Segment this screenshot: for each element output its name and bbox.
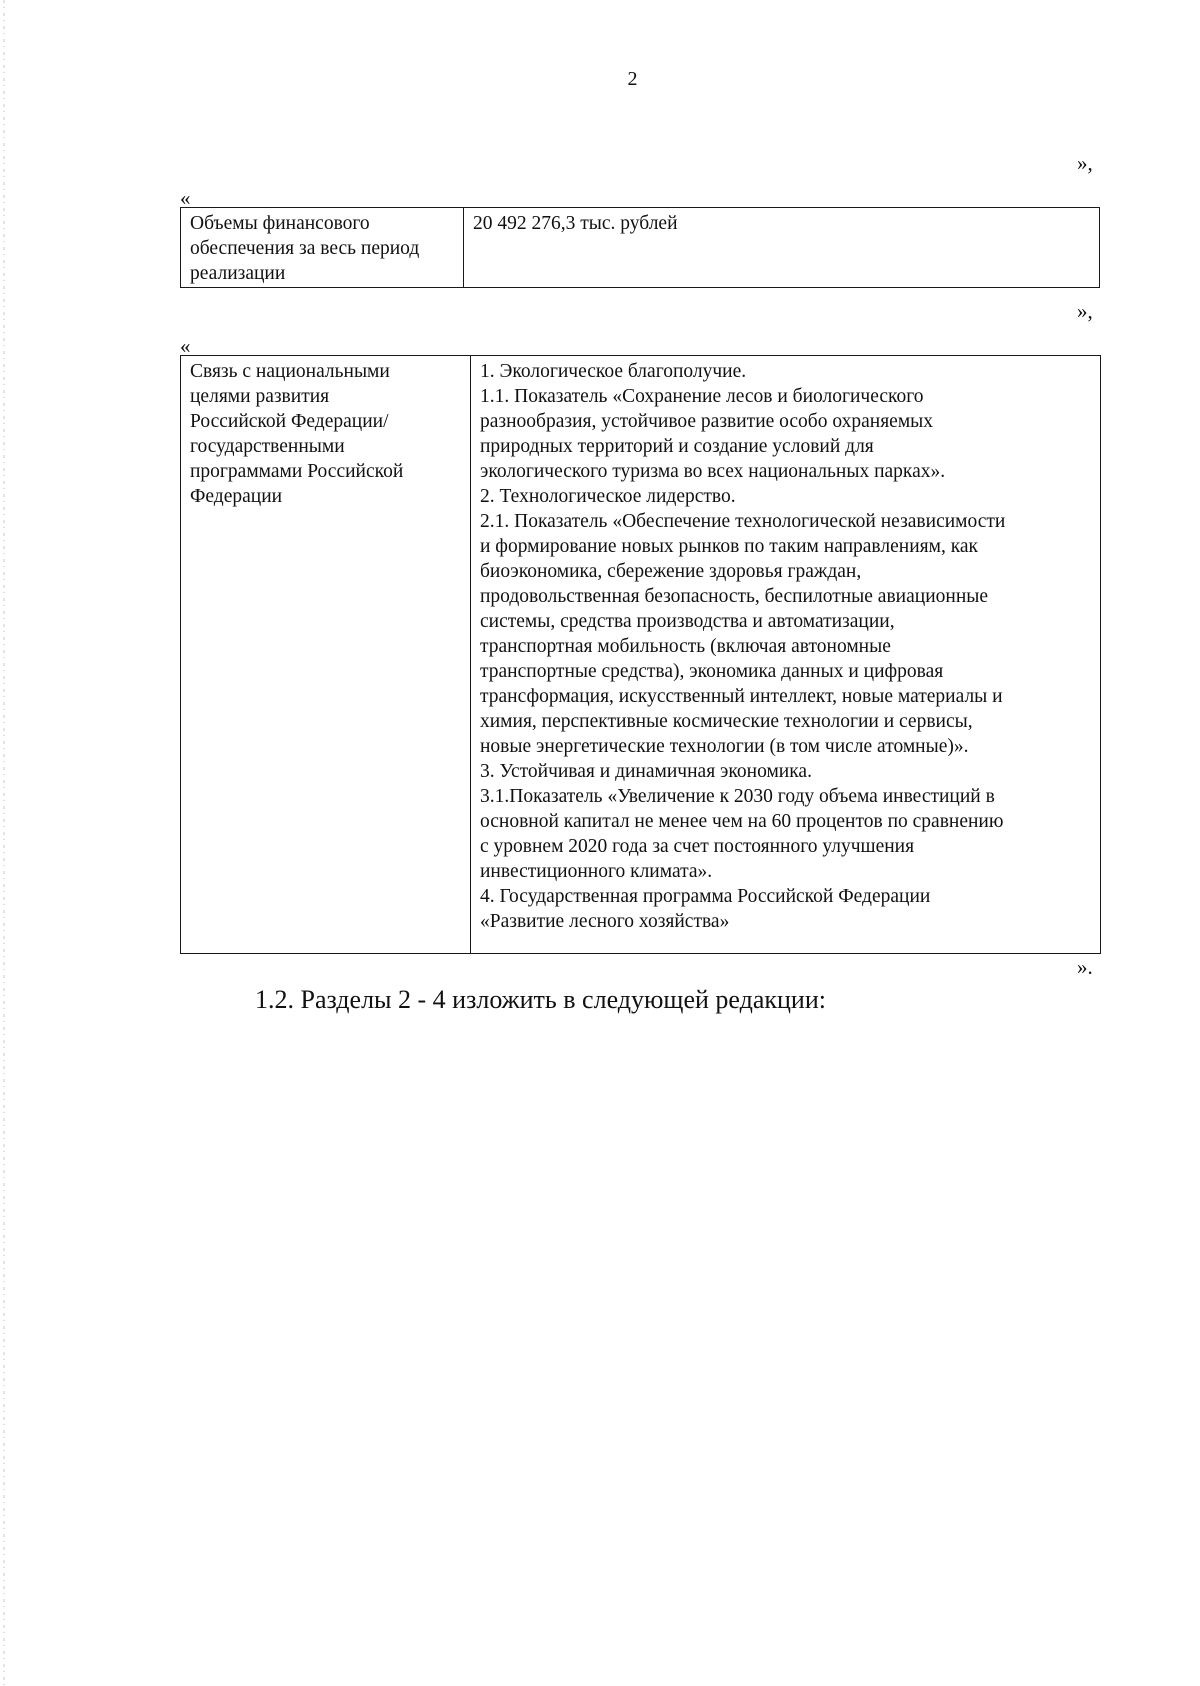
label-line: реализации	[190, 263, 286, 284]
label-line: целями развития	[190, 386, 330, 407]
value-line: экологического туризма во всех национальных парках».	[480, 461, 946, 482]
financing-value: 20 492 276,3 тыс. рублей	[473, 213, 678, 234]
value-line: транспортные средства), экономика данных и цифровая	[480, 661, 944, 682]
label-line: Связь с национальными	[190, 361, 390, 382]
label-line: Федерации	[190, 486, 283, 507]
value-line: 3. Устойчивая и динамичная экономика.	[480, 761, 812, 782]
value-line: трансформация, искусственный интеллект, новые материалы и	[480, 686, 1003, 707]
page-number: 2	[627, 68, 638, 90]
closing-quote: »,	[1077, 299, 1093, 323]
table-row	[181, 356, 1101, 954]
value-line: с уровнем 2020 года за счет постоянного улучшения	[480, 836, 915, 857]
value-line: биоэкономика, сбережение здоровья граждан,	[480, 561, 862, 582]
value-line: продовольственная безопасность, беспилотные авиационные	[480, 586, 989, 607]
goals-value-cell	[471, 356, 1101, 954]
value-line: и формирование новых рынков по таким направлениям, как	[480, 536, 979, 557]
value-line: 1.1. Показатель «Сохранение лесов и биологического	[480, 386, 924, 407]
value-line: химия, перспективные космические технологии и сервисы,	[480, 711, 973, 732]
value-line: «Развитие лесного хозяйства»	[480, 911, 730, 932]
closing-quote: ».	[1077, 955, 1093, 979]
value-line: 3.1.Показатель «Увеличение к 2030 году объема инвестиций в	[480, 786, 995, 807]
goals-label-cell	[181, 356, 471, 954]
opening-quote: «	[180, 334, 191, 358]
value-line: системы, средства производства и автоматизации,	[480, 611, 895, 632]
value-line: 2. Технологическое лидерство.	[480, 486, 736, 507]
value-line: разнообразия, устойчивое развитие особо охраняемых	[480, 411, 934, 432]
closing-quote: »,	[1077, 151, 1093, 175]
opening-quote: «	[180, 186, 191, 210]
financing-label-cell	[181, 208, 464, 288]
label-line: Российской Федерации/	[190, 411, 389, 432]
label-line: программами Российской	[190, 461, 404, 482]
value-line: природных территорий и создание условий для	[480, 436, 874, 457]
value-line: основной капитал не менее чем на 60 процентов по сравнению	[480, 811, 1004, 832]
label-line: обеспечения за весь период	[190, 238, 420, 259]
section-heading: 1.2. Разделы 2 - 4 изложить в следующей редакции:	[255, 985, 826, 1014]
table-row	[181, 208, 1100, 288]
value-line: транспортная мобильность (включая автономные	[480, 636, 891, 657]
value-line: новые энергетические технологии (в том числе атомные)».	[480, 736, 969, 757]
national-goals-table	[180, 355, 1101, 954]
value-line: 4. Государственная программа Российской Федерации	[480, 886, 931, 907]
value-line: инвестиционного климата».	[480, 861, 713, 882]
label-line: государственными	[190, 436, 345, 457]
financing-value-cell	[464, 208, 1100, 288]
financing-table	[180, 207, 1100, 288]
value-line: 2.1. Показатель «Обеспечение технологической независимости	[480, 511, 1006, 532]
value-line: 1. Экологическое благополучие.	[480, 361, 747, 382]
label-line: Объемы финансового	[190, 213, 370, 234]
scan-edge-artifact	[3, 0, 5, 1686]
